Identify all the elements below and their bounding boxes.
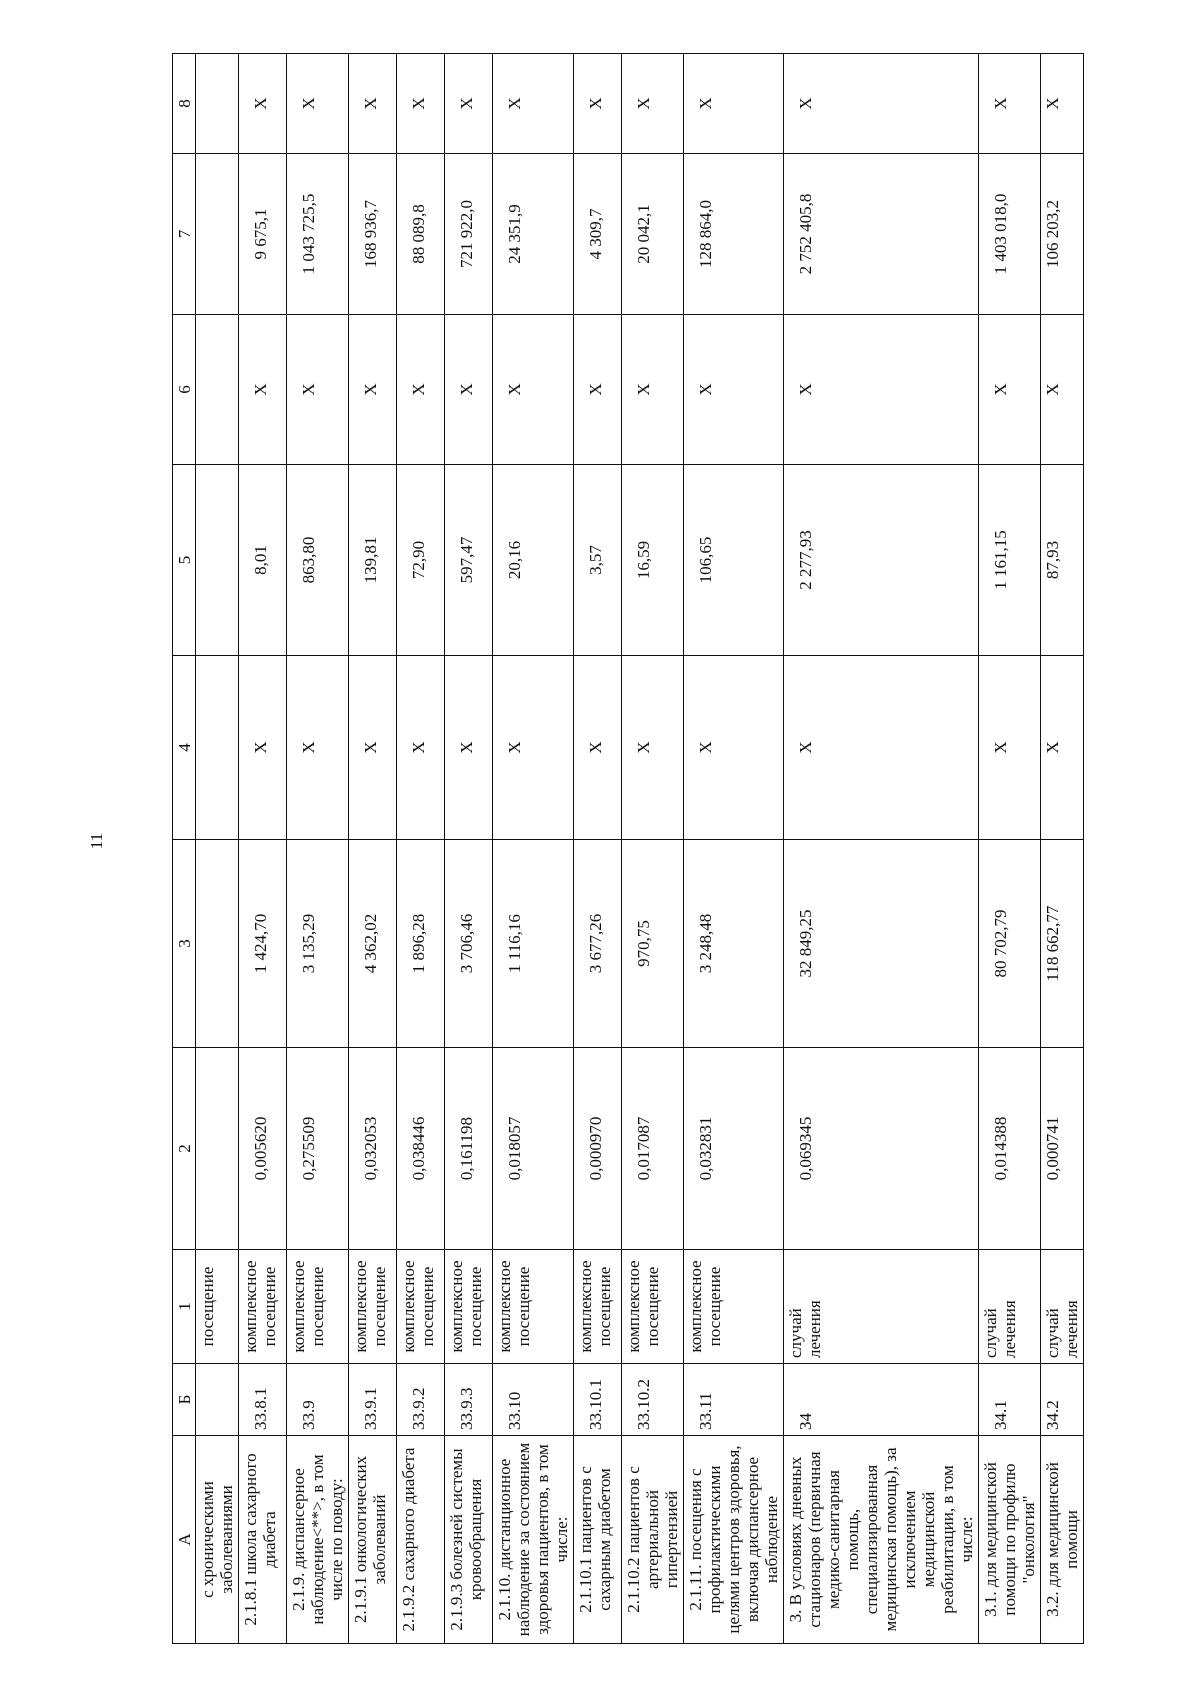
cell-col-3: 1 896,28	[397, 840, 445, 1048]
cell-col-3: 970,75	[622, 840, 684, 1048]
header-row	[173, 54, 196, 1644]
cell-col-4: Х	[493, 656, 574, 840]
cell-col-3: 3 706,46	[445, 840, 493, 1048]
cell-code: 33.9	[287, 1364, 349, 1436]
cell-col-6: Х	[1041, 315, 1084, 465]
cell-unit: комплексное посещение	[349, 1250, 397, 1364]
cell-col-3	[196, 840, 239, 1048]
cell-code: 33.11	[684, 1364, 784, 1436]
cell-col-5: 1 161,15	[979, 465, 1041, 656]
cell-unit: случай лечения	[979, 1250, 1041, 1364]
cell-col-6: Х	[574, 315, 622, 465]
cell-col-4: Х	[1041, 656, 1084, 840]
cell-col-5: 597,47	[445, 465, 493, 656]
cell-col-3: 3 677,26	[574, 840, 622, 1048]
cell-code: 34	[784, 1364, 979, 1436]
cell-col-3: 1 424,70	[239, 840, 287, 1048]
table-row	[574, 54, 622, 1644]
cell-unit: комплексное посещение	[239, 1250, 287, 1364]
cell-col-5: 8,01	[239, 465, 287, 656]
cell-name: 2.1.9.1 онкологических заболеваний	[349, 1436, 397, 1644]
cell-col-8: Х	[684, 54, 784, 154]
cell-name: 2.1.10. дистанционное наблюдение за состоянием здоровья пациентов, в том числе:	[493, 1436, 574, 1644]
cell-code: 34.2	[1041, 1364, 1084, 1436]
header-cell-7: 7	[173, 154, 196, 315]
cell-code: 33.9.3	[445, 1364, 493, 1436]
cell-col-8: Х	[574, 54, 622, 154]
table-row	[196, 54, 239, 1644]
cell-code	[196, 1364, 239, 1436]
cell-name: 2.1.8.1 школа сахарного диабета	[239, 1436, 287, 1644]
cell-col-7: 4 309,7	[574, 154, 622, 315]
cell-name: 3.2. для медицинской помощи	[1041, 1436, 1084, 1644]
cell-col-6: Х	[239, 315, 287, 465]
cell-name: 2.1.10.2 пациентов с артериальной гипертензией	[622, 1436, 684, 1644]
cell-unit: случай лечения	[784, 1250, 979, 1364]
cell-name: 2.1.9. диспансерное наблюдение<**>, в том числе по поводу:	[287, 1436, 349, 1644]
cell-col-6: Х	[684, 315, 784, 465]
cell-col-4: Х	[684, 656, 784, 840]
cell-col-5: 2 277,93	[784, 465, 979, 656]
cell-col-2: 0,000741	[1041, 1048, 1084, 1250]
cell-name: 3.1. для медицинской помощи по профилю "онкология"	[979, 1436, 1041, 1644]
table-row	[784, 54, 979, 1644]
cell-col-6: Х	[397, 315, 445, 465]
table-row	[622, 54, 684, 1644]
cell-col-7: 24 351,9	[493, 154, 574, 315]
cell-col-7: 1 043 725,5	[287, 154, 349, 315]
cell-col-7: 168 936,7	[349, 154, 397, 315]
table-row	[979, 54, 1041, 1644]
cell-col-2: 0,005620	[239, 1048, 287, 1250]
cell-col-5: 863,80	[287, 465, 349, 656]
cell-unit: комплексное посещение	[493, 1250, 574, 1364]
cell-unit: случай лечения	[1041, 1250, 1084, 1364]
cell-col-3: 1 116,16	[493, 840, 574, 1048]
cell-col-8: Х	[493, 54, 574, 154]
cell-col-6: Х	[493, 315, 574, 465]
table-row	[445, 54, 493, 1644]
cell-col-5: 3,57	[574, 465, 622, 656]
cell-col-5	[196, 465, 239, 656]
cell-col-6: Х	[287, 315, 349, 465]
cell-col-4	[196, 656, 239, 840]
cell-col-6: Х	[979, 315, 1041, 465]
cell-name: 2.1.10.1 пациентов с сахарным диабетом	[574, 1436, 622, 1644]
cell-col-8: Х	[287, 54, 349, 154]
cell-col-7: 721 922,0	[445, 154, 493, 315]
table-body	[196, 54, 1084, 1644]
cell-code: 33.9.1	[349, 1364, 397, 1436]
cell-col-3: 118 662,77	[1041, 840, 1084, 1048]
cell-code: 33.9.2	[397, 1364, 445, 1436]
cell-col-2: 0,032053	[349, 1048, 397, 1250]
cell-col-3: 3 248,48	[684, 840, 784, 1048]
header-cell-8: 8	[173, 54, 196, 154]
table-row	[684, 54, 784, 1644]
cell-col-4: Х	[397, 656, 445, 840]
cell-col-4: Х	[287, 656, 349, 840]
header-cell-5: 5	[173, 465, 196, 656]
header-cell-6: 6	[173, 315, 196, 465]
cell-col-8: Х	[239, 54, 287, 154]
cell-col-2: 0,000970	[574, 1048, 622, 1250]
cell-col-4: Х	[445, 656, 493, 840]
cell-col-5: 20,16	[493, 465, 574, 656]
cell-name: 2.1.11. посещения с профилактическими целями центров здоровья, включая диспансерное наблюдение	[684, 1436, 784, 1644]
page-number: 11	[87, 832, 106, 850]
cell-code: 33.10.1	[574, 1364, 622, 1436]
cell-unit: комплексное посещение	[622, 1250, 684, 1364]
cell-col-7: 2 752 405,8	[784, 154, 979, 315]
cell-col-6: Х	[445, 315, 493, 465]
cell-col-2: 0,014388	[979, 1048, 1041, 1250]
cell-col-8: Х	[784, 54, 979, 154]
cell-col-8	[196, 54, 239, 154]
cell-col-3: 80 702,79	[979, 840, 1041, 1048]
cell-col-6: Х	[784, 315, 979, 465]
cell-unit: комплексное посещение	[397, 1250, 445, 1364]
cell-col-7: 20 042,1	[622, 154, 684, 315]
cell-col-2: 0,275509	[287, 1048, 349, 1250]
cell-code: 34.1	[979, 1364, 1041, 1436]
cell-col-7: 88 089,8	[397, 154, 445, 315]
cell-code: 33.10	[493, 1364, 574, 1436]
cell-col-5: 106,65	[684, 465, 784, 656]
cell-name: с хроническими заболеваниями	[196, 1436, 239, 1644]
cell-code: 33.8.1	[239, 1364, 287, 1436]
rotated-table-container	[172, 54, 1081, 1644]
table-row	[1041, 54, 1084, 1644]
cell-col-4: Х	[349, 656, 397, 840]
cell-col-2: 0,018057	[493, 1048, 574, 1250]
cell-col-4: Х	[622, 656, 684, 840]
cell-col-7: 106 203,2	[1041, 154, 1084, 315]
cell-col-4: Х	[574, 656, 622, 840]
cell-col-2: 0,017087	[622, 1048, 684, 1250]
cell-col-8: Х	[979, 54, 1041, 154]
cell-col-4: Х	[239, 656, 287, 840]
header-cell-1: 1	[173, 1250, 196, 1364]
cell-col-5: 87,93	[1041, 465, 1084, 656]
cell-col-8: Х	[397, 54, 445, 154]
cell-col-7: 128 864,0	[684, 154, 784, 315]
cell-col-6: Х	[622, 315, 684, 465]
cell-col-8: Х	[445, 54, 493, 154]
cell-unit: посещение	[196, 1250, 239, 1364]
cell-col-8: Х	[349, 54, 397, 154]
cell-col-3: 4 362,02	[349, 840, 397, 1048]
cell-col-6	[196, 315, 239, 465]
cell-name: 2.1.9.2 сахарного диабета	[397, 1436, 445, 1644]
cell-col-2: 0,032831	[684, 1048, 784, 1250]
table-row	[397, 54, 445, 1644]
cell-col-7	[196, 154, 239, 315]
cell-col-7: 9 675,1	[239, 154, 287, 315]
cell-name: 3. В условиях дневных стационаров (первичная медико-санитарная помощь, специализированная медицинская помощь), за исключением медицинской реабилитации, в том числе:	[784, 1436, 979, 1644]
cell-col-3: 3 135,29	[287, 840, 349, 1048]
cell-col-8: Х	[1041, 54, 1084, 154]
cell-unit: комплексное посещение	[574, 1250, 622, 1364]
cell-unit: комплексное посещение	[287, 1250, 349, 1364]
cell-col-5: 72,90	[397, 465, 445, 656]
cell-col-5: 16,59	[622, 465, 684, 656]
cell-col-3: 32 849,25	[784, 840, 979, 1048]
cell-col-5: 139,81	[349, 465, 397, 656]
cell-col-2: 0,161198	[445, 1048, 493, 1250]
table-row	[287, 54, 349, 1644]
cell-col-8: Х	[622, 54, 684, 154]
cell-col-2	[196, 1048, 239, 1250]
cell-col-2: 0,038446	[397, 1048, 445, 1250]
cell-name: 2.1.9.3 болезней системы кровообращения	[445, 1436, 493, 1644]
header-cell-b: Б	[173, 1364, 196, 1436]
cell-code: 33.10.2	[622, 1364, 684, 1436]
header-cell-a: А	[173, 1436, 196, 1644]
header-cell-4: 4	[173, 656, 196, 840]
cell-col-4: Х	[979, 656, 1041, 840]
data-table	[172, 53, 1084, 1644]
cell-col-7: 1 403 018,0	[979, 154, 1041, 315]
cell-unit: комплексное посещение	[445, 1250, 493, 1364]
table-row	[349, 54, 397, 1644]
cell-col-6: Х	[349, 315, 397, 465]
cell-unit: комплексное посещение	[684, 1250, 784, 1364]
table-row	[239, 54, 287, 1644]
cell-col-4: Х	[784, 656, 979, 840]
cell-col-2: 0,069345	[784, 1048, 979, 1250]
table-row	[493, 54, 574, 1644]
header-cell-2: 2	[173, 1048, 196, 1250]
header-cell-3: 3	[173, 840, 196, 1048]
